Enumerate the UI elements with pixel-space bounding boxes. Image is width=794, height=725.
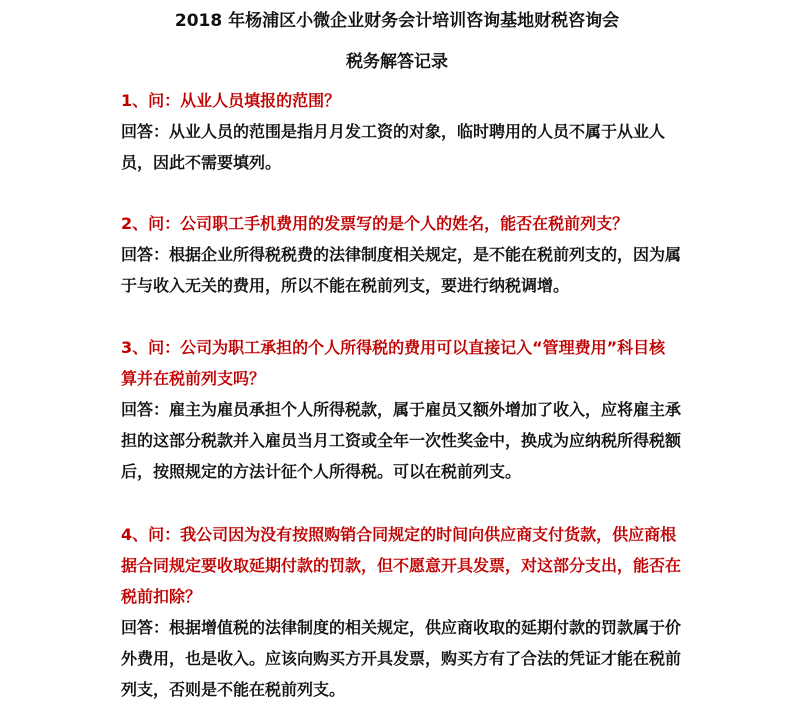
question-4: 4、问：我公司因为没有按照购销合同规定的时间向供应商支付货款，供应商根据合同规定要收取延期付款的罚款，但不愿意开具发票，对这部分支出，能否在税前扣除？ [121,525,682,606]
answer-3: 回答：雇主为雇员承担个人所得税款，属于雇员又额外增加了收入，应将雇主承担的这部分税款并入雇员当月工资或全年一次性奖金中，换成为应纳税所得税额后，按照规定的方法计征个人所得税。可以在税前列支。 [121,400,682,481]
question-3: 3、问：公司为职工承担的个人所得税的费用可以直接记入“管理费用”科目核算并在税前列支吗？ [121,338,666,388]
document-title: 2018 年杨浦区小微企业财务会计培训咨询基地财税咨询会 [174,11,620,31]
qa-item-1 [121,85,681,178]
question-1: 1、问：从业人员填报的范围？ [121,91,341,110]
answer-1: 回答：从业人员的范围是指月月发工资的对象，临时聘用的人员不属于从业人员，因此不需要填列。 [121,122,666,172]
qa-item-2 [121,208,681,301]
qa-item-4 [121,519,681,705]
document-subtitle: 税务解答记录 [346,52,448,72]
question-2: 2、问：公司职工手机费用的发票写的是个人的姓名，能否在税前列支？ [121,214,629,233]
answer-4: 回答：根据增值税的法律制度的相关规定，供应商收取的延期付款的罚款属于价外费用，也是收入。应该向购买方开具发票，购买方有了合法的凭证才能在税前列支，否则是不能在税前列支。 [121,618,682,699]
qa-item-3 [121,332,681,487]
answer-2: 回答：根据企业所得税税费的法律制度相关规定，是不能在税前列支的，因为属于与收入无关的费用，所以不能在税前列支，要进行纳税调增。 [121,245,682,295]
